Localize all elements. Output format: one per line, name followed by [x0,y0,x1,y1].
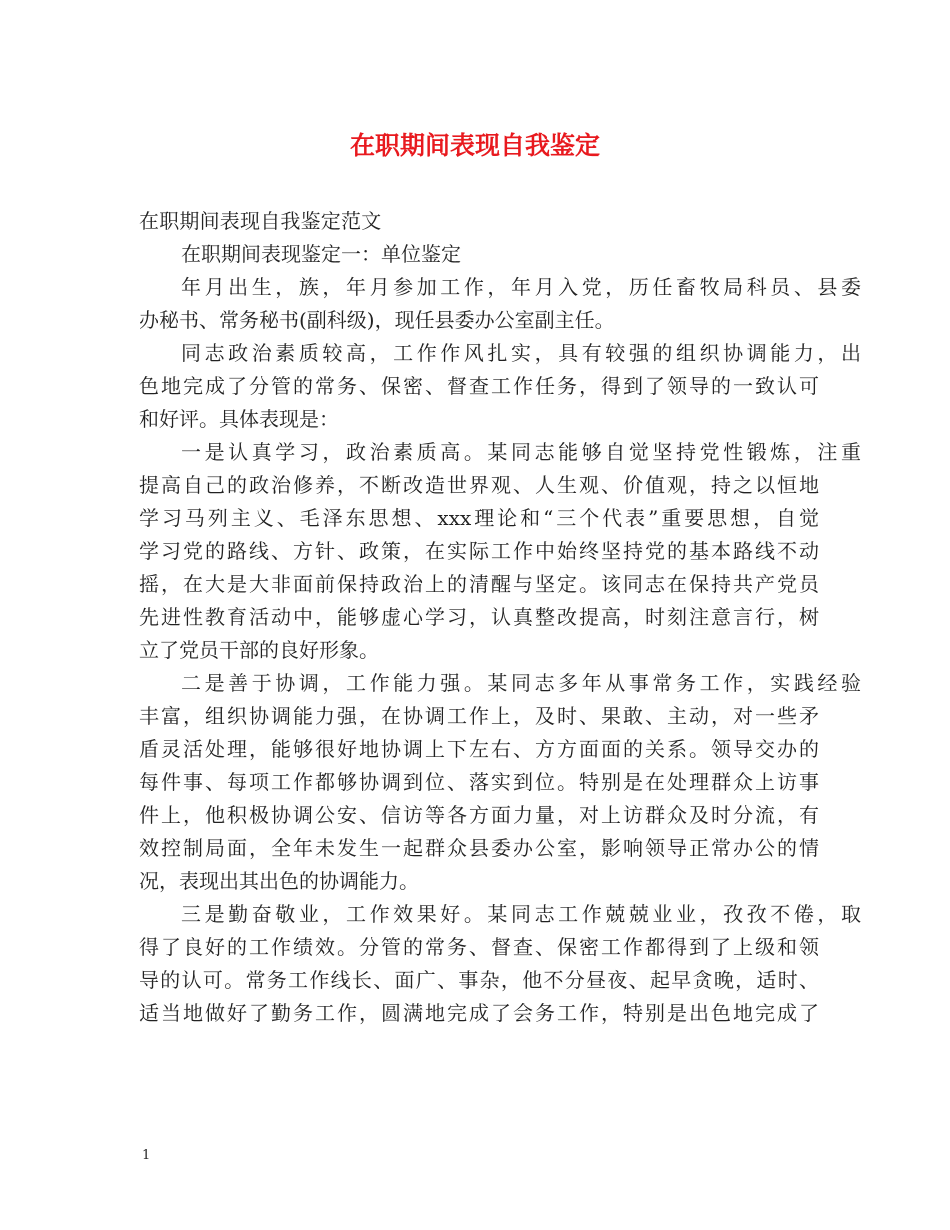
section-heading: 在职期间表现鉴定一：单位鉴定 [181,242,461,266]
document-body [139,205,861,1030]
text-line: 一是认真学习，政治素质高。某同志能够自觉坚持党性锻炼，注重 [181,440,861,464]
text-line: 盾灵活处理，能够很好地协调上下左右、方方面面的关系。领导交办的 [139,737,819,761]
text-line: 二是善于协调，工作能力强。某同志多年从事常务工作，实践经验 [181,671,861,695]
text-line: 学习马列主义、毛泽东思想、xxx理论和“三个代表”重要思想，自觉 [139,506,819,530]
text-line: 得了良好的工作绩效。分管的常务、督查、保密工作都得到了上级和领 [139,935,819,959]
text-line: 丰富，组织协调能力强，在协调工作上，及时、果敢、主动，对一些矛 [139,704,819,728]
text-line: 提高自己的政治修养，不断改造世界观、人生观、价值观，持之以恒地 [139,473,819,497]
text-line: 摇，在大是大非面前保持政治上的清醒与坚定。该同志在保持共产党员 [139,572,819,596]
subtitle-line: 在职期间表现自我鉴定范文 [139,209,382,233]
text-line: 先进性教育活动中，能够虚心学习，认真整改提高，时刻注意言行，树 [139,605,819,629]
text-line: 三是勤奋敬业，工作效果好。某同志工作兢兢业业，孜孜不倦，取 [181,902,861,926]
text-line: 同志政治素质较高，工作作风扎实，具有较强的组织协调能力，出 [181,341,861,365]
text-line: 和好评。具体表现是： [139,407,339,431]
page-number: 1 [142,1148,151,1163]
document-title: 在职期间表现自我鉴定 [349,131,600,160]
text-line: 况，表现出其出色的协调能力。 [139,869,419,893]
text-line: 件上，他积极协调公安、信访等各方面力量，对上访群众及时分流，有 [139,803,819,827]
text-line: 适当地做好了勤务工作，圆满地完成了会务工作，特别是出色地完成了 [139,1001,819,1025]
text-line: 办秘书、常务秘书(副科级)，现任县委办公室副主任。 [139,308,615,332]
text-line: 每件事、每项工作都够协调到位、落实到位。特别是在处理群众上访事 [139,770,819,794]
text-line: 立了党员干部的良好形象。 [139,638,379,662]
text-line: 学习党的路线、方针、政策，在实际工作中始终坚持党的基本路线不动 [139,539,819,563]
text-line: 色地完成了分管的常务、保密、督查工作任务，得到了领导的一致认可 [139,374,819,398]
text-line: 年月出生，族，年月参加工作，年月入党，历任畜牧局科员、县委 [181,275,861,299]
text-line: 导的认可。常务工作线长、面广、事杂，他不分昼夜、起早贪晚，适时、 [139,968,819,992]
text-line: 效控制局面，全年未发生一起群众县委办公室，影响领导正常办公的情 [139,836,819,860]
